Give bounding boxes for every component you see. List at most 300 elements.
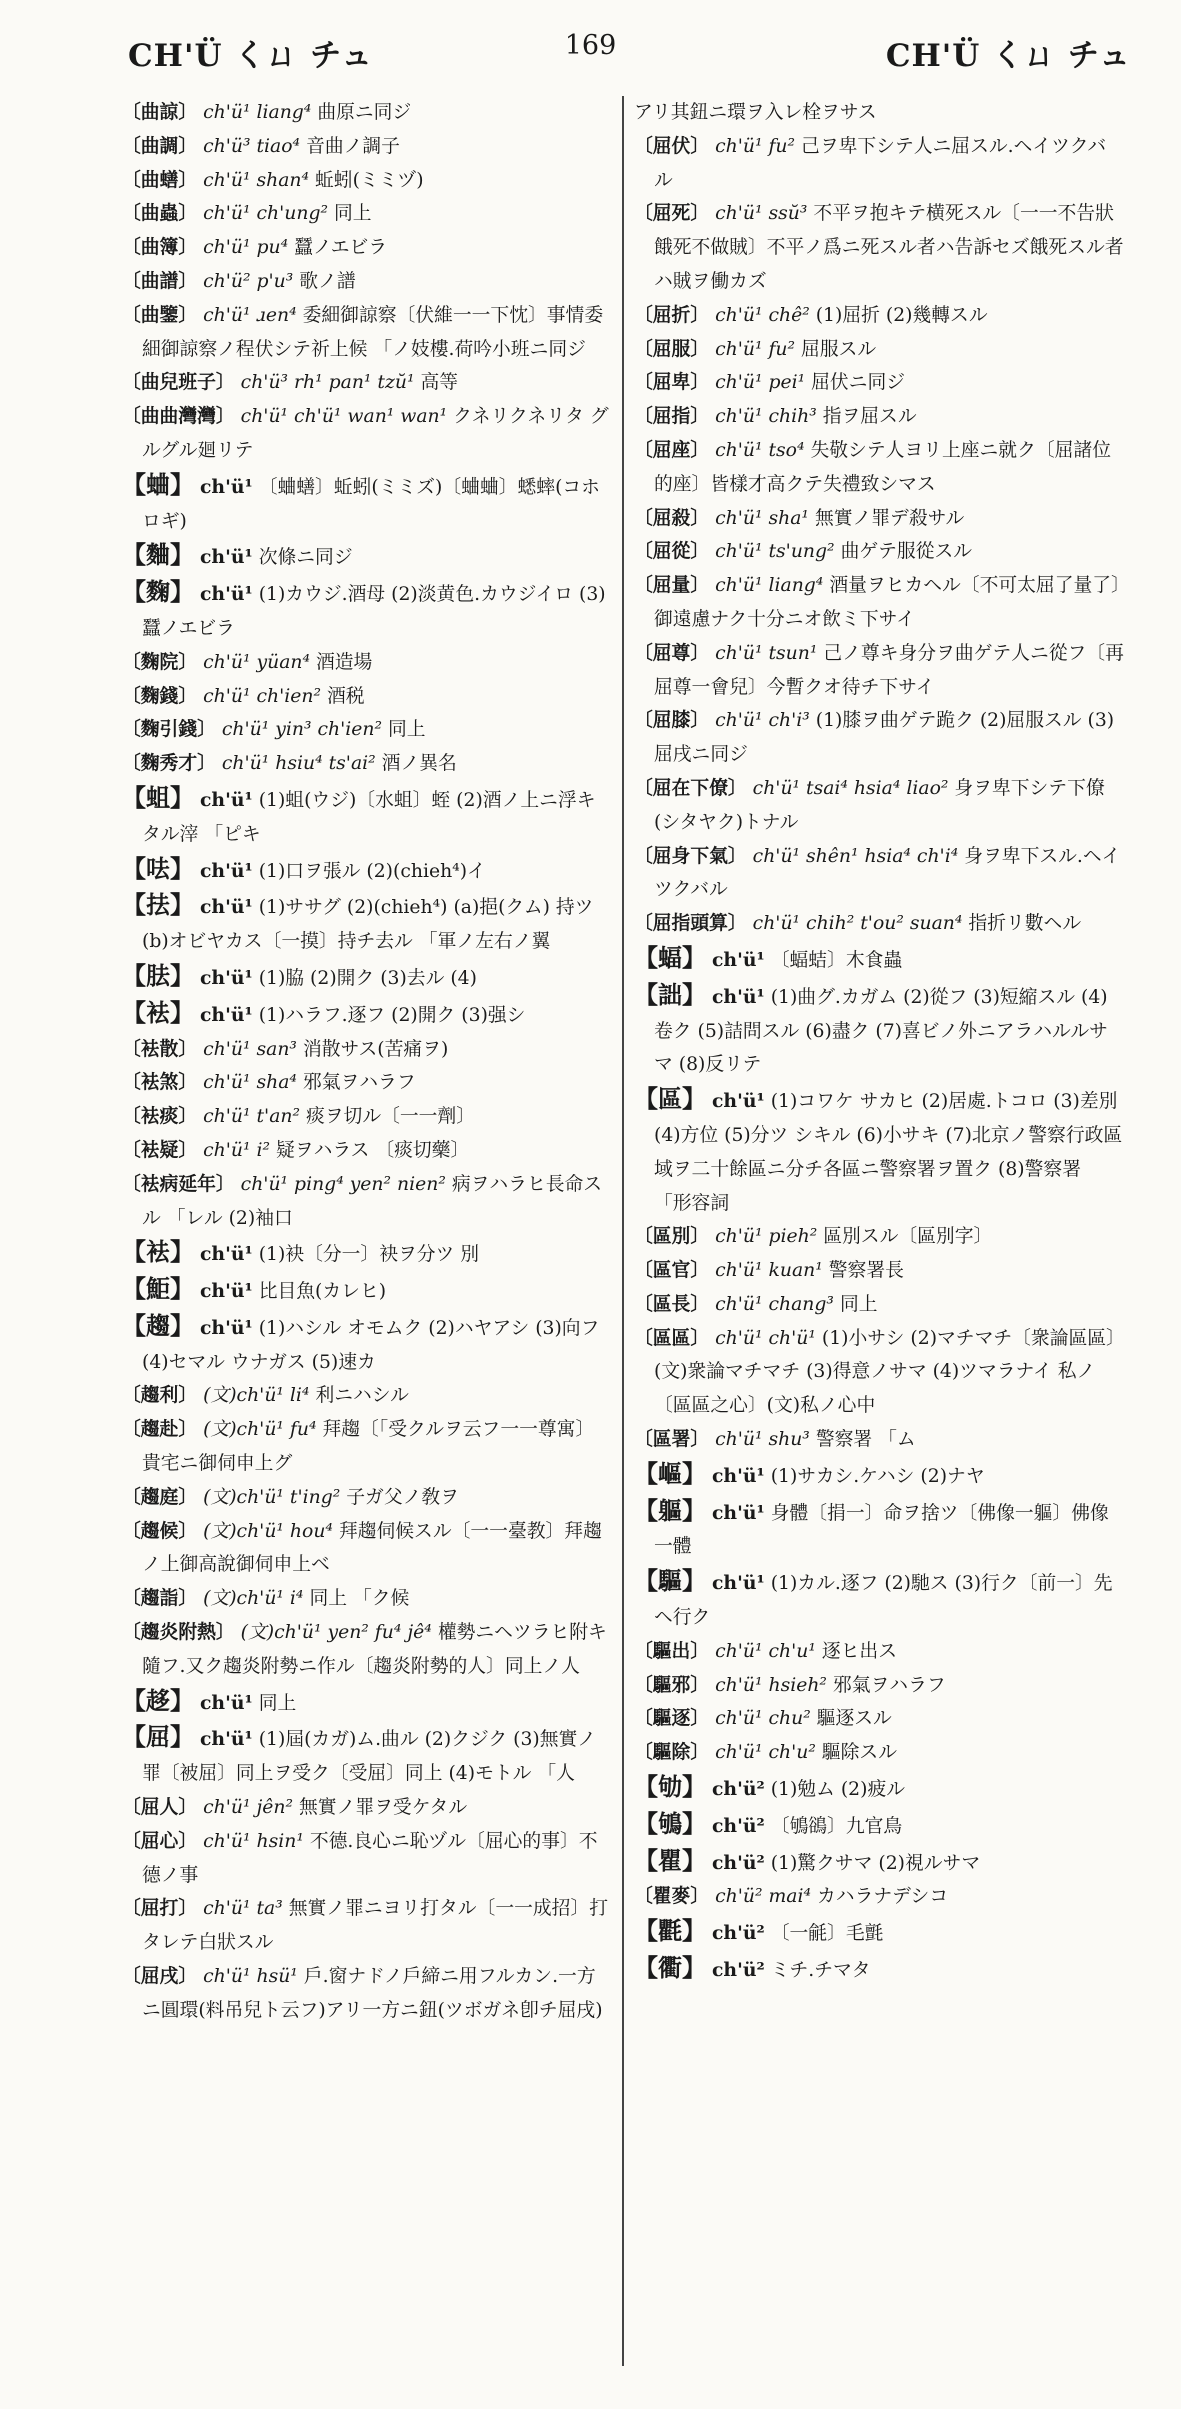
entry-headword: 〔屈打〕	[122, 1897, 198, 1920]
headword-entry	[122, 959, 612, 996]
entry-romanization: ch'ü¹ chih² t'ou² suan⁴	[752, 913, 963, 935]
entry-headword: 〔麴錢〕	[122, 684, 198, 707]
entry-romanization: ch'ü¹	[711, 1090, 765, 1113]
entry-headword: 〔屈身下氣〕	[634, 844, 747, 867]
entry-definition: 同上	[387, 719, 426, 741]
dictionary-page	[122, 96, 1132, 2386]
entry-romanization: ch'ü¹	[711, 1572, 765, 1595]
entry-definition: 利ニハシル	[315, 1385, 409, 1407]
entry-definition: 失敬シテ人ヨリ上座ニ就ク〔屈諸位的座〕皆樣才高クテ失禮致シマス	[654, 439, 1111, 495]
entry-definition: 邪氣ヲハラフ	[832, 1674, 946, 1696]
entry-romanization: ch'ü¹	[199, 583, 253, 606]
entry-romanization: ch'ü¹ ts'ung²	[715, 541, 835, 563]
entry-definition: 不德.良心ニ恥ヅル〔屈心的事〕不德ノ事	[142, 1830, 598, 1886]
entry-romanization: ch'ü¹ ch'i³	[715, 710, 810, 732]
entry-definition: 無實ノ罪デ殺サル	[814, 507, 965, 529]
entry-definition: ミチ.チマタ	[770, 1960, 871, 1982]
compound-entry	[122, 197, 612, 231]
entry-definition: 歌ノ譜	[299, 270, 356, 292]
compound-entry	[122, 366, 612, 400]
entry-romanization: ch'ü¹	[199, 859, 253, 882]
entry-definition: 指折リ數ヘル	[968, 913, 1082, 935]
entry-headword: 〔麴秀才〕	[122, 752, 216, 775]
entry-definition: (1)屆(カガ)ム.曲ル (2)クジク (3)無實ノ罪〔被屈〕同上ヲ受ク〔受屈〕同上 (4)モトル 「人	[142, 1729, 597, 1785]
entry-headword: 〔屈心〕	[122, 1829, 198, 1852]
entry-romanization: (文)ch'ü¹ li⁴	[203, 1385, 310, 1407]
entry-romanization: ch'ü³ tiao⁴	[203, 135, 301, 157]
compound-entry	[634, 704, 1124, 772]
entry-definition: 己ヲ卑下シテ人ニ屈スル.ヘイツクバル	[654, 135, 1107, 191]
entry-romanization: ch'ü¹ pieh²	[715, 1226, 818, 1248]
compound-entry	[634, 907, 1124, 941]
entry-definition: 屈伏ニ同ジ	[811, 372, 906, 394]
entry-headword: 〔屈人〕	[122, 1796, 198, 1819]
entry-romanization: ch'ü¹ yin³ ch'ien²	[221, 719, 382, 741]
entry-romanization: ch'ü¹	[199, 1691, 253, 1714]
entry-headword: 【鴝】	[634, 1808, 706, 1838]
compound-entry	[122, 1168, 612, 1236]
entry-headword: 〔屈戌〕	[122, 1965, 198, 1988]
entry-headword: 【蛆】	[122, 782, 194, 812]
compound-entry	[122, 1481, 612, 1515]
entry-romanization: ch'ü¹ ta³	[203, 1898, 283, 1920]
compound-entry	[122, 1066, 612, 1100]
compound-entry	[122, 400, 612, 468]
headword-entry	[634, 1457, 1124, 1494]
entry-definition: (1)蛆(ウジ)〔水蛆〕蛭 (2)酒ノ上ニ浮キタル滓 「ピキ	[142, 789, 596, 845]
compound-entry	[634, 130, 1124, 198]
headword-entry	[122, 575, 612, 646]
entry-definition: 酒造場	[316, 651, 373, 673]
headword-entry	[122, 1235, 612, 1272]
entry-headword: 〔曲曲灣灣〕	[122, 405, 235, 428]
entry-definition: 逐ヒ出ス	[821, 1640, 897, 1662]
entry-headword: 【蛐】	[122, 469, 194, 499]
entry-romanization: ch'ü¹ shu³	[715, 1429, 810, 1451]
entry-definition: カハラナデシコ	[817, 1886, 949, 1908]
headword-entry	[634, 1564, 1124, 1635]
entry-romanization: ch'ü¹ i²	[203, 1139, 271, 1161]
entry-headword: 【麯】	[122, 540, 194, 570]
entry-headword: 【抾】	[122, 890, 194, 920]
entry-headword: 〔曲蟮〕	[122, 168, 198, 191]
entry-headword: 〔趨候〕	[122, 1519, 198, 1542]
entry-headword: 【瞿】	[634, 1845, 706, 1875]
compound-entry	[634, 1669, 1124, 1703]
entry-headword: 〔曲譜〕	[122, 269, 198, 292]
compound-entry	[634, 299, 1124, 333]
entry-headword: 〔區長〕	[634, 1292, 710, 1315]
entry-headword: 〔屈在下僚〕	[634, 776, 747, 799]
entry-definition: 〔蝠蛣〕木食蟲	[770, 949, 903, 971]
entry-headword: 〔袪疑〕	[122, 1138, 198, 1161]
entry-definition: 子ガ父ノ敎ヲ	[346, 1486, 459, 1508]
entry-definition: 〔一毹〕毛氈	[770, 1923, 884, 1945]
entry-headword: 〔屈伏〕	[634, 134, 710, 157]
entry-headword: 【麴】	[122, 577, 194, 607]
compound-entry	[634, 569, 1124, 637]
entry-romanization: ch'ü¹	[199, 475, 253, 498]
entry-headword: 【區】	[634, 1084, 706, 1114]
entry-headword: 〔屈折〕	[634, 303, 710, 326]
entry-definition: 驅逐スル	[816, 1708, 892, 1730]
entry-definition: 比目魚(カレヒ)	[258, 1281, 387, 1303]
entry-definition: 疑ヲハラス 〔痰切藥〕	[276, 1139, 470, 1161]
compound-entry	[122, 1892, 612, 1960]
entry-definition: 拜趨〔「受クルヲ云フ一一尊寓〕貴宅ニ御伺申上グ	[142, 1419, 595, 1475]
compound-entry	[122, 130, 612, 164]
entry-headword: 〔區別〕	[634, 1225, 710, 1248]
entry-romanization: ch'ü¹ chu²	[715, 1708, 811, 1730]
entry-headword: 〔袪散〕	[122, 1037, 198, 1060]
left-column	[122, 96, 612, 2386]
entry-headword: 〔驅除〕	[634, 1741, 710, 1764]
entry-romanization: ch'ü¹	[711, 948, 765, 971]
entry-definition: 己ノ尊キ身分ヲ曲ゲテ人ニ從フ〔再屈尊一會兒〕今暫クオ待チ下サイ	[654, 642, 1124, 698]
entry-definition: クネリクネリタ グルグル廻リテ	[142, 406, 609, 461]
compound-entry	[122, 747, 612, 781]
entry-romanization: ch'ü¹	[199, 788, 253, 811]
headword-entry	[122, 1720, 612, 1791]
entry-headword: 〔曲蟲〕	[122, 202, 198, 225]
entry-headword: 〔屈座〕	[634, 438, 710, 461]
entry-headword: 【軀】	[634, 1495, 706, 1525]
compound-entry	[634, 1220, 1124, 1254]
page-header	[0, 0, 1181, 95]
entry-romanization: ch'ü²	[711, 1778, 765, 1801]
entry-romanization: ch'ü¹ san³	[203, 1038, 297, 1060]
entry-headword: 〔屈卑〕	[634, 371, 710, 394]
running-head-right: CH'Ü くㄩ チュ	[885, 38, 1131, 74]
entry-definition: 酒ノ異名	[381, 753, 457, 775]
headword-entry	[634, 1914, 1124, 1951]
compound-entry	[122, 1582, 612, 1616]
entry-definition: (1)ハラフ.逐フ (2)開ク (3)强シ	[258, 1004, 526, 1026]
entry-headword: 〔麴引錢〕	[122, 718, 216, 741]
entry-definition: 權勢ニヘツラヒ附キ隨フ.又ク趨炎附勢ニ作ル〔趨炎附勢的人〕同上ノ人	[142, 1622, 607, 1677]
entry-headword: 〔曲調〕	[122, 134, 198, 157]
entry-headword: 【嶇】	[634, 1458, 706, 1488]
entry-definition: 病ヲハラヒ長命スル 「レル (2)袖口	[142, 1173, 603, 1229]
compound-entry	[122, 1616, 612, 1684]
entry-romanization: ch'ü²	[711, 1959, 765, 1982]
entry-headword: 〔屈指頭算〕	[634, 912, 747, 935]
headword-entry	[122, 1272, 612, 1309]
entry-headword: 〔屈服〕	[634, 337, 710, 360]
compound-entry	[122, 646, 612, 680]
entry-romanization: ch'ü¹ tso⁴	[715, 439, 805, 461]
entry-definition: (1)サカシ.ケハシ (2)ナヤ	[770, 1465, 985, 1487]
compound-entry	[634, 637, 1124, 705]
entry-headword: 〔屈尊〕	[634, 641, 710, 664]
entry-romanization: ch'ü¹ pu⁴	[203, 237, 289, 259]
entry-romanization: ch'ü¹ ch'ien²	[203, 685, 322, 707]
entry-definition: 驅除スル	[821, 1742, 897, 1764]
headword-entry	[122, 996, 612, 1033]
entry-definition: (1)曲グ.カガム (2)從フ (3)短縮スル (4)卷ク (5)詰問スル (6)盡ク (7)喜ビノ外ニアラハルルサマ (8)反リテ	[654, 986, 1108, 1076]
compound-entry	[122, 1825, 612, 1893]
entry-definition: (1)カル.逐フ (2)馳ス (3)行ク〔前一〕先ヘ行ク	[654, 1573, 1113, 1629]
entry-romanization: (文)ch'ü¹ yen² fu⁴ jê⁴	[240, 1622, 432, 1644]
compound-entry	[634, 1702, 1124, 1736]
entry-headword: 〔屈膝〕	[634, 709, 710, 732]
entry-definition: (1)小サシ (2)マチマチ〔衆論區區〕(文)衆論マチマチ (3)得意ノサマ (4)ツマラナイ 私ノ〔區區之心〕(文)私ノ心中	[654, 1327, 1116, 1417]
entry-romanization: ch'ü²	[711, 1851, 765, 1874]
entry-definition: 無實ノ罪ニヨリ打タル〔一一成招〕打タレテ白狀スル	[142, 1898, 609, 1954]
entry-headword: 〔曲兒班子〕	[122, 371, 235, 394]
entry-romanization: ch'ü¹ ping⁴ yen² nien²	[240, 1173, 446, 1195]
entry-definition: (1)ハシル オモムク (2)ハヤアシ (3)向フ (4)セマル ウナガス (5)速カ	[142, 1317, 600, 1373]
entry-romanization: ch'ü¹	[199, 1316, 253, 1339]
entry-headword: 〔驅逐〕	[634, 1707, 710, 1730]
entry-headword: 【袪】	[122, 1237, 194, 1267]
entry-romanization: ch'ü¹	[711, 985, 765, 1008]
entry-headword: 【驅】	[634, 1566, 706, 1596]
entry-romanization: ch'ü¹ sha¹	[715, 507, 809, 529]
entry-romanization: ch'ü¹ jên²	[203, 1797, 294, 1819]
entry-definition: 蚯蚓(ミミヅ)	[315, 169, 424, 191]
entry-romanization: ch'ü¹ ch'ung²	[203, 203, 329, 225]
entry-romanization: ch'ü¹ t'an²	[203, 1106, 301, 1128]
entry-headword: 【詘】	[634, 979, 706, 1009]
headword-entry	[634, 1494, 1124, 1565]
entry-romanization: ch'ü¹	[199, 546, 253, 569]
entry-definition: (1)カウジ.酒母 (2)淡黄色.カウジイロ (3)蠶ノエビラ	[142, 584, 606, 639]
headword-entry	[122, 888, 612, 959]
compound-entry	[634, 1254, 1124, 1288]
entry-romanization: ch'ü¹ tsun¹	[715, 642, 818, 664]
compound-entry	[122, 1515, 612, 1583]
entry-romanization: ch'ü¹ tsai⁴ hsia⁴ liao²	[752, 777, 949, 799]
entry-romanization: ch'ü² mai⁴	[715, 1886, 812, 1908]
entry-romanization: ch'ü¹ pei¹	[715, 372, 806, 394]
entry-definition: 無實ノ罪ヲ受ケタル	[299, 1797, 468, 1819]
entry-romanization: ch'ü²	[711, 1922, 765, 1945]
compound-entry	[634, 535, 1124, 569]
entry-romanization: ch'ü²	[711, 1814, 765, 1837]
entry-headword: 〔趨庭〕	[122, 1485, 198, 1508]
headword-entry	[122, 781, 612, 852]
headword-entry	[634, 941, 1124, 978]
entry-headword: 〔麴院〕	[122, 650, 198, 673]
compound-entry	[122, 1791, 612, 1825]
compound-entry	[122, 231, 612, 265]
compound-entry	[634, 434, 1124, 502]
headword-entry	[122, 538, 612, 575]
compound-entry	[634, 1880, 1124, 1914]
compound-entry	[634, 366, 1124, 400]
compound-entry	[634, 1322, 1124, 1423]
compound-entry	[122, 164, 612, 198]
entry-romanization: ch'ü¹	[199, 1728, 253, 1751]
entry-headword: 【趍】	[122, 1685, 194, 1715]
compound-entry	[122, 1033, 612, 1067]
compound-entry	[634, 197, 1124, 298]
compound-entry	[634, 333, 1124, 367]
entry-romanization: ch'ü¹ ch'u²	[715, 1742, 816, 1764]
entry-headword: 〔驅邪〕	[634, 1673, 710, 1696]
entry-headword: 【屈】	[122, 1722, 194, 1752]
entry-definition: 警察署 「ム	[815, 1429, 916, 1451]
entry-definition: (1)勉ム (2)疲ル	[770, 1779, 906, 1801]
entry-definition: 次條ニ同ジ	[258, 547, 353, 569]
compound-entry	[634, 1423, 1124, 1457]
entry-definition: 〔蛐蟮〕蚯蚓(ミミズ)〔蛐蛐〕蟋蟀(コホロギ)	[142, 476, 600, 532]
entry-headword: 〔屈死〕	[634, 202, 710, 225]
entry-romanization: ch'ü¹ ch'ü¹	[715, 1327, 816, 1349]
compound-entry	[634, 96, 1124, 130]
compound-entry	[634, 1288, 1124, 1322]
entry-definition: 身ヲ卑下シテ下僚(シタヤク)トナル	[654, 777, 1105, 833]
entry-definition: 不平ヲ抱キテ横死スル〔一一不告狀餓死不做賊〕不平ノ爲ニ死スル者ハ告訴セズ餓死スル者ハ賊ヲ働カズ	[654, 203, 1124, 292]
entry-romanization: ch'ü¹ shan⁴	[203, 169, 310, 191]
entry-romanization: ch'ü¹	[199, 966, 253, 989]
entry-headword: 〔袪煞〕	[122, 1071, 198, 1094]
entry-romanization: ch'ü¹ ch'u¹	[715, 1640, 816, 1662]
entry-definition: 酒税	[327, 685, 365, 707]
entry-romanization: ch'ü¹	[199, 1003, 253, 1026]
entry-headword: 【呿】	[122, 853, 194, 883]
entry-definition: 戶.窗ナドノ戶締ニ用フルカン.一方ニ圓環(料吊兒ト云フ)アリ一方ニ鈕(ツボガネ卽チ屈戌)	[142, 1966, 603, 2021]
entry-definition: 警察署長	[828, 1260, 904, 1282]
compound-entry	[122, 713, 612, 747]
entry-headword: 【趨】	[122, 1310, 194, 1340]
entry-headword: 〔趨赴〕	[122, 1418, 198, 1441]
entry-definition: 同上	[258, 1692, 297, 1714]
entry-romanization: ch'ü¹ fu²	[715, 338, 796, 360]
compound-entry	[122, 1100, 612, 1134]
entry-definition: 痰ヲ切ル〔一一劑〕	[306, 1106, 476, 1128]
entry-headword: 〔區官〕	[634, 1259, 710, 1282]
right-column	[634, 96, 1124, 2386]
headword-entry	[634, 978, 1124, 1082]
compound-entry	[122, 96, 612, 130]
entry-definition: 同上 「ク候	[309, 1588, 410, 1610]
entry-romanization: ch'ü³ rh¹ pan¹ tzŭ¹	[240, 372, 415, 394]
entry-romanization: ch'ü¹ kuan¹	[715, 1260, 823, 1282]
entry-definition: 曲原ニ同ジ	[317, 102, 412, 123]
entry-definition: 指ヲ屈スル	[822, 406, 917, 428]
entry-headword: 〔袪痰〕	[122, 1105, 198, 1128]
entry-definition: (1)袂〔分一〕袂ヲ分ツ 別	[258, 1244, 480, 1266]
entry-definition: 拜趨伺候スル〔一一臺教〕拜趨ノ上御高說御伺申上ベ	[142, 1520, 602, 1576]
entry-definition: 曲ゲテ服從スル	[840, 541, 973, 563]
entry-headword: 【劬】	[634, 1772, 706, 1802]
entry-romanization: (文)ch'ü¹ hou⁴	[203, 1520, 333, 1542]
entry-definition: 身體〔捐一〕命ヲ捨ツ〔佛像一軀〕佛像一體	[654, 1502, 1109, 1558]
entry-definition: (1)脇 (2)開ク (3)去ル (4)	[258, 967, 477, 989]
entry-headword: 〔區區〕	[634, 1326, 710, 1349]
entry-definition: (1)驚クサマ (2)視ルサマ	[770, 1852, 981, 1874]
entry-definition: 同上	[839, 1293, 878, 1315]
entry-headword: 〔屈從〕	[634, 540, 710, 563]
entry-definition: 〔鴝鵒〕九官鳥	[770, 1815, 903, 1837]
compound-entry	[122, 299, 612, 367]
entry-romanization: (文)ch'ü¹ t'ing²	[203, 1486, 341, 1508]
entry-romanization: ch'ü¹ liang⁴	[715, 575, 824, 597]
entry-definition: 身ヲ卑下スル.ヘイツクバル	[654, 845, 1121, 901]
entry-romanization: ch'ü¹ chê²	[715, 304, 810, 326]
compound-entry	[634, 502, 1124, 536]
headword-entry	[122, 468, 612, 539]
compound-entry	[634, 772, 1124, 840]
entry-headword: 〔屈殺〕	[634, 506, 710, 529]
entry-headword: 【蝠】	[634, 942, 706, 972]
entry-romanization: ch'ü¹ hsü¹	[203, 1966, 298, 1988]
entry-romanization: ch'ü¹	[711, 1464, 765, 1487]
compound-entry	[122, 1134, 612, 1168]
entry-romanization: ch'ü¹ yüan⁴	[203, 651, 311, 673]
entry-definition: 蠶ノエビラ	[294, 237, 388, 259]
column-divider	[622, 96, 624, 2366]
entry-romanization: ch'ü¹ sha⁴	[203, 1072, 297, 1094]
entry-romanization: ch'ü¹	[711, 1501, 765, 1524]
entry-romanization: ch'ü¹ shên¹ hsia⁴ ch'i⁴	[752, 845, 959, 867]
entry-headword: 〔趨利〕	[122, 1384, 198, 1407]
entry-headword: 【袪】	[122, 997, 194, 1027]
entry-headword: 〔趨炎附熱〕	[122, 1621, 235, 1644]
entry-headword: 〔區署〕	[634, 1428, 710, 1451]
headword-entry	[122, 1309, 612, 1380]
entry-definition: 同上	[334, 203, 372, 225]
entry-headword: 〔驅出〕	[634, 1639, 710, 1662]
entry-definition: (1)屈折 (2)幾轉スル	[815, 304, 988, 326]
entry-definition: (1)コワケ サカヒ (2)居處.トコロ (3)差別 (4)方位 (5)分ツ シキル (6)小サキ (7)北京ノ警察行政區域ヲ二十餘區ニ分チ各區ニ警察署ヲ置ク (8)警察署 「形容詞	[654, 1091, 1123, 1214]
entry-romanization: ch'ü¹ hsiu⁴ ts'ai²	[221, 753, 376, 775]
entry-headword: 【胠】	[122, 960, 194, 990]
running-head-left: CH'Ü くㄩ チュ	[128, 38, 374, 74]
entry-headword: 〔袪病延年〕	[122, 1172, 235, 1195]
entry-romanization: ch'ü¹ chih³	[715, 406, 817, 428]
entry-definition: (1)膝ヲ曲ゲテ跪ク (2)屈服スル (3)屈戌ニ同ジ	[654, 710, 1115, 766]
entry-definition: (1)ササグ (2)(chieh⁴) (a)挹(クム) 持ツ (b)オビヤカス〔一摸〕持チ去ル 「軍ノ左右ノ翼	[142, 897, 594, 953]
entry-romanization: ch'ü¹ ɹen⁴	[203, 304, 297, 326]
entry-definition: 委細御諒察〔伏維一一下忱〕事情委細御諒察ノ程伏シテ祈上候 「ノ妓樓.荷吟小班ニ同ジ	[142, 304, 604, 360]
entry-definition: 高等	[420, 372, 459, 394]
entry-definition: 酒量ヲヒカヘル〔不可太屈了量了〕御遠慮ナク十分ニオ飲ミ下サイ	[654, 575, 1121, 630]
entry-headword: 〔瞿麥〕	[634, 1885, 710, 1908]
headword-entry	[634, 1082, 1124, 1220]
entry-definition: 邪氣ヲハラフ	[302, 1072, 416, 1094]
entry-romanization: ch'ü¹ fu²	[715, 135, 796, 157]
headword-entry	[634, 1844, 1124, 1881]
entry-definition: (1)口ヲ張ル (2)(chieh⁴)イ	[258, 860, 486, 882]
entry-definition: アリ其鈕ニ環ヲ入レ栓ヲサス	[634, 102, 877, 123]
entry-romanization: ch'ü¹	[199, 896, 253, 919]
compound-entry	[634, 840, 1124, 908]
entry-romanization: ch'ü² p'u³	[203, 270, 294, 292]
compound-entry	[122, 1413, 612, 1481]
entry-romanization: ch'ü¹ ch'ü¹ wan¹ wan¹	[240, 406, 448, 428]
compound-entry	[634, 400, 1124, 434]
entry-definition: 屈服スル	[801, 338, 877, 360]
entry-headword: 〔曲鑒〕	[122, 303, 198, 326]
entry-headword: 【氍】	[634, 1916, 706, 1946]
entry-romanization: ch'ü¹	[199, 1243, 253, 1266]
headword-entry	[122, 1684, 612, 1721]
entry-definition: 消散サス(苦痛ヲ)	[302, 1038, 449, 1060]
compound-entry	[122, 680, 612, 714]
entry-headword: 〔趨詣〕	[122, 1587, 198, 1610]
headword-entry	[634, 1951, 1124, 1988]
entry-romanization: (文)ch'ü¹ i⁴	[203, 1588, 304, 1610]
page-number: 169	[564, 30, 617, 61]
entry-romanization: ch'ü¹ liang⁴	[203, 102, 312, 123]
headword-entry	[634, 1770, 1124, 1807]
compound-entry	[634, 1736, 1124, 1770]
entry-romanization: ch'ü¹ hsieh²	[715, 1674, 827, 1696]
compound-entry	[122, 1960, 612, 2028]
